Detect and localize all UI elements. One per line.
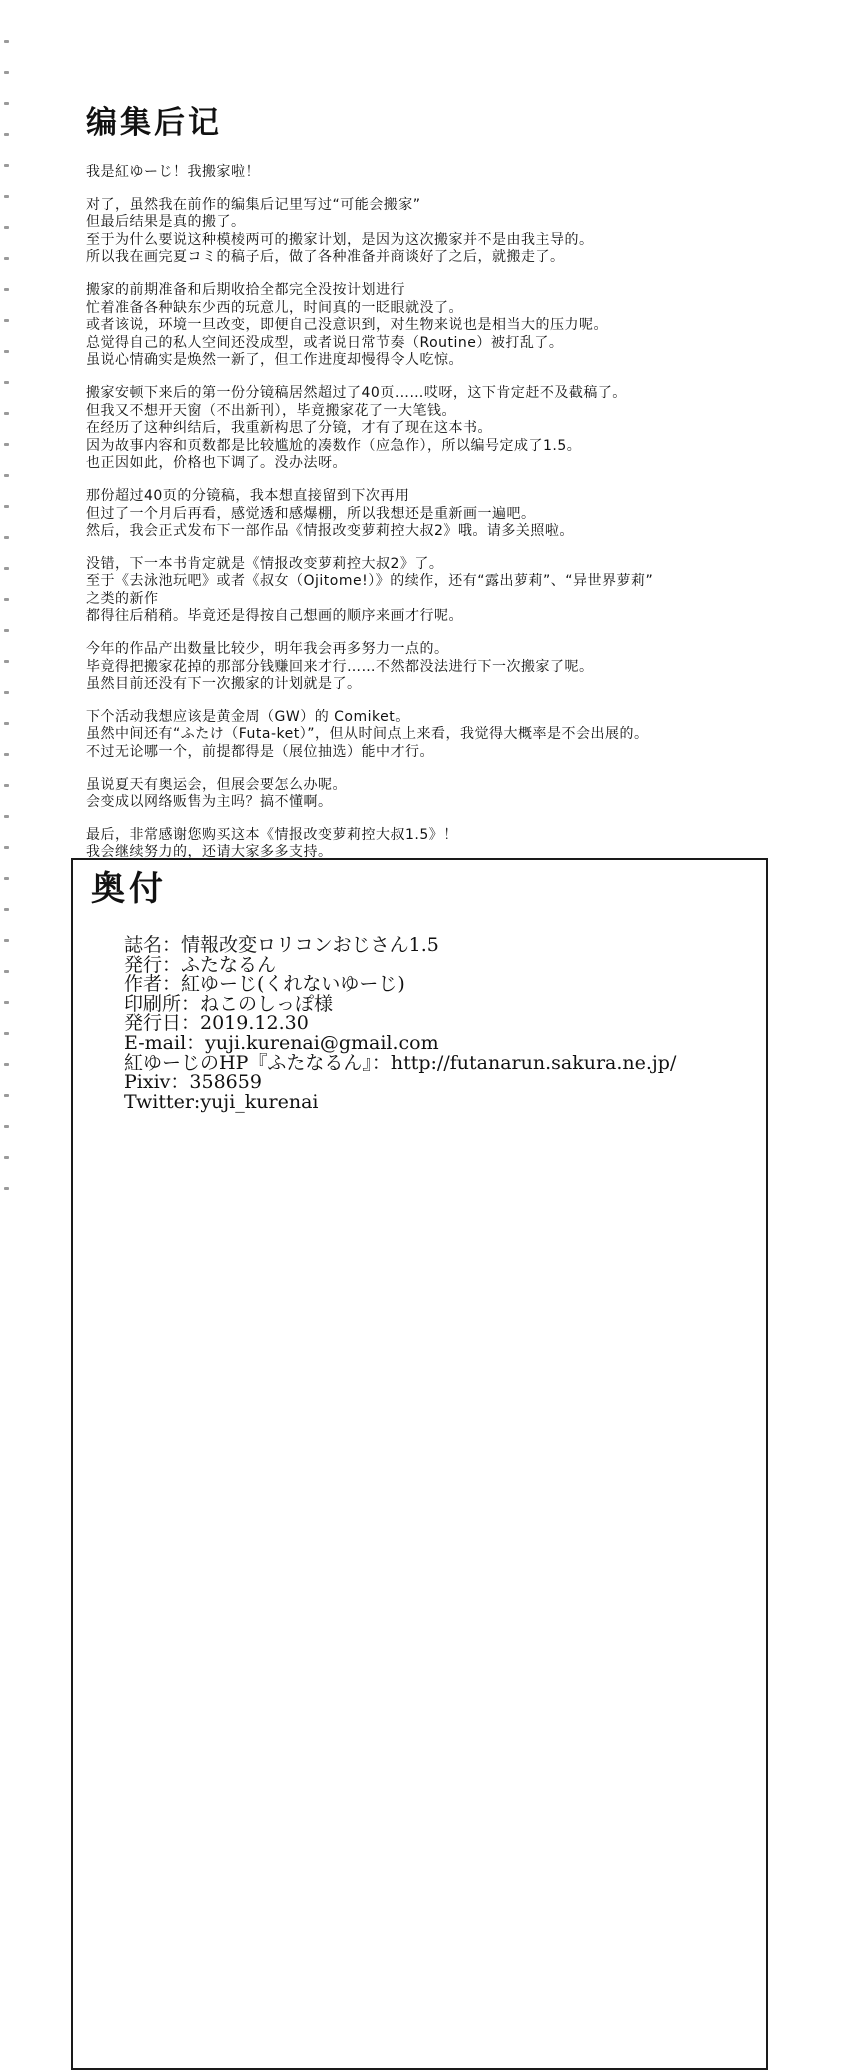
colophon-line: Pixiv：358659 [124,1071,262,1094]
afterword-paragraph [86,709,836,762]
binding-mark [4,1094,9,1097]
colophon-line: E-mail：yuji.kurenai@gmail.com [124,1031,439,1054]
binding-mark [4,877,9,880]
binding-mark [4,443,9,446]
afterword-line: 没错，下一本书肯定就是《情报改变萝莉控大叔2》了。 [86,555,444,572]
afterword-line: 虽然中间还有“ふたけ（Futa-ket）”，但从时间点上来看，我觉得大概率是不会出展的。 [86,726,649,743]
binding-mark [4,505,9,508]
binding-mark [4,722,9,725]
binding-mark [4,1187,9,1190]
afterword-line: 虽说心情确实是焕然一新了，但工作进度却慢得令人吃惊。 [86,352,463,369]
binding-mark [4,350,9,353]
afterword-line: 但我又不想开天窗（不出新刊），毕竟搬家花了一大笔钱。 [86,402,456,419]
afterword-paragraph [86,777,836,812]
afterword-line: 最后，非常感谢您购买这本《情报改变萝莉控大叔1.5》！ [86,826,458,843]
binding-mark [4,133,9,136]
afterword-line: 对了，虽然我在前作的编集后记里写过“可能会搬家” [86,196,421,213]
afterword-line: 也正因如此，价格也下调了。没办法呀。 [86,455,347,472]
afterword-paragraph [86,164,836,182]
afterword-paragraph [86,197,836,267]
binding-mark [4,598,9,601]
afterword-paragraph [86,488,836,541]
afterword-line: 至于《去泳池玩吧》或者《叔女（Ojitome!）》的续作，还有“露出萝莉”、“异世界萝莉” [86,573,654,590]
afterword-paragraph [86,282,836,370]
afterword-line: 在经历了这种纠结后，我重新构思了分镜，才有了现在这本书。 [86,420,492,437]
afterword-line: 总觉得自己的私人空间还没成型，或者说日常节奏（Routine）被打乱了。 [86,334,564,351]
colophon-line: 発行：ふたなるん [124,953,277,976]
afterword-line: 虽说夏天有奥运会，但展会要怎么办呢。 [86,776,347,793]
binding-mark [4,784,9,787]
afterword-line: 会变成以网络贩售为主吗？搞不懂啊。 [86,794,333,811]
binding-mark [4,474,9,477]
binding-mark [4,1125,9,1128]
binding-mark [4,102,9,105]
afterword-line: 那份超过40页的分镜稿，我本想直接留到下次再用 [86,487,410,504]
binding-mark [4,164,9,167]
afterword-line: 因为故事内容和页数都是比较尴尬的凑数作（应急作），所以编号定成了1.5。 [86,437,582,454]
binding-mark [4,288,9,291]
afterword-line: 然后，我会正式发布下一部作品《情报改变萝莉控大叔2》哦。请多关照啦。 [86,523,574,540]
binding-mark [4,629,9,632]
binding-mark [4,1063,9,1066]
afterword-line: 或者该说，环境一旦改变，即便自己没意识到，对生物来说也是相当大的压力呢。 [86,317,608,334]
afterword-line: 至于为什么要说这种模棱两可的搬家计划，是因为这次搬家并不是由我主导的。 [86,231,594,248]
binding-mark [4,939,9,942]
afterword-paragraph [86,641,836,694]
afterword-line: 今年的作品产出数量比较少，明年我会再多努力一点的。 [86,641,449,658]
afterword-line: 所以我在画完夏コミ的稿子后，做了各种准备并商谈好了之后，就搬走了。 [86,249,565,266]
afterword-line: 下个活动我想应该是黄金周（GW）的 Comiket。 [86,708,410,725]
afterword-line: 不过无论哪一个，前提都得是（展位抽选）能中才行。 [86,744,434,761]
binding-mark [4,846,9,849]
colophon-line: Twitter:yuji_kurenai [124,1090,319,1113]
binding-mark [4,815,9,818]
binding-mark [4,908,9,911]
binding-mark [4,691,9,694]
binding-mark [4,71,9,74]
binding-mark [4,195,9,198]
afterword-line: 搬家的前期准备和后期收拾全都完全没按计划进行 [86,281,405,298]
binding-mark [4,40,9,43]
colophon-title: 奥付 [91,869,167,909]
binding-mark [4,381,9,384]
afterword-title: 编集后记 [86,105,222,141]
colophon-line: 作者：紅ゆーじ(くれないゆーじ) [124,973,405,996]
afterword-paragraph [86,827,836,862]
binding-mark [4,319,9,322]
colophon-list [124,936,764,1112]
colophon-line: 紅ゆーじのHP『ふたなるん』：http://futanarun.sakura.ne.jp/ [124,1051,677,1074]
binding-mark [4,970,9,973]
afterword-line: 但过了一个月后再看，感觉透和感爆棚，所以我想还是重新画一遍吧。 [86,505,536,522]
afterword-body [86,164,836,877]
afterword-line: 之类的新作 [86,590,159,607]
colophon-line: 誌名：情報改変ロリコンおじさん1.5 [124,934,439,956]
binding-mark [4,536,9,539]
colophon-line: 発行日：2019.12.30 [124,1012,309,1035]
afterword-line: 都得往后稍稍。毕竟还是得按自己想画的顺序来画才行呢。 [86,608,463,625]
binding-mark [4,412,9,415]
binding-mark [4,257,9,260]
afterword-line: 我会继续努力的，还请大家多多支持。 [86,844,333,861]
afterword-line: 虽然目前还没有下一次搬家的计划就是了。 [86,676,362,693]
afterword-line: 搬家安顿下来后的第一份分镜稿居然超过了40页……哎呀，这下肯定赶不及截稿了。 [86,384,627,401]
binding-mark [4,1032,9,1035]
afterword-paragraph [86,556,836,626]
binding-mark [4,660,9,663]
colophon-line: 印刷所：ねこのしっぽ様 [124,992,334,1015]
binding-mark [4,226,9,229]
binding-mark [4,753,9,756]
afterword-line: 我是紅ゆーじ！我搬家啦！ [86,164,260,180]
afterword-paragraph [86,385,836,473]
binding-mark [4,1156,9,1159]
afterword-line: 忙着准备各种缺东少西的玩意儿，时间真的一眨眼就没了。 [86,299,463,316]
afterword-line: 但最后结果是真的搬了。 [86,214,246,231]
afterword-line: 毕竟得把搬家花掉的那部分钱赚回来才行……不然都没法进行下一次搬家了呢。 [86,658,594,675]
binding-mark [4,1001,9,1004]
binding-mark [4,567,9,570]
binding-edge-marks [4,0,10,1200]
